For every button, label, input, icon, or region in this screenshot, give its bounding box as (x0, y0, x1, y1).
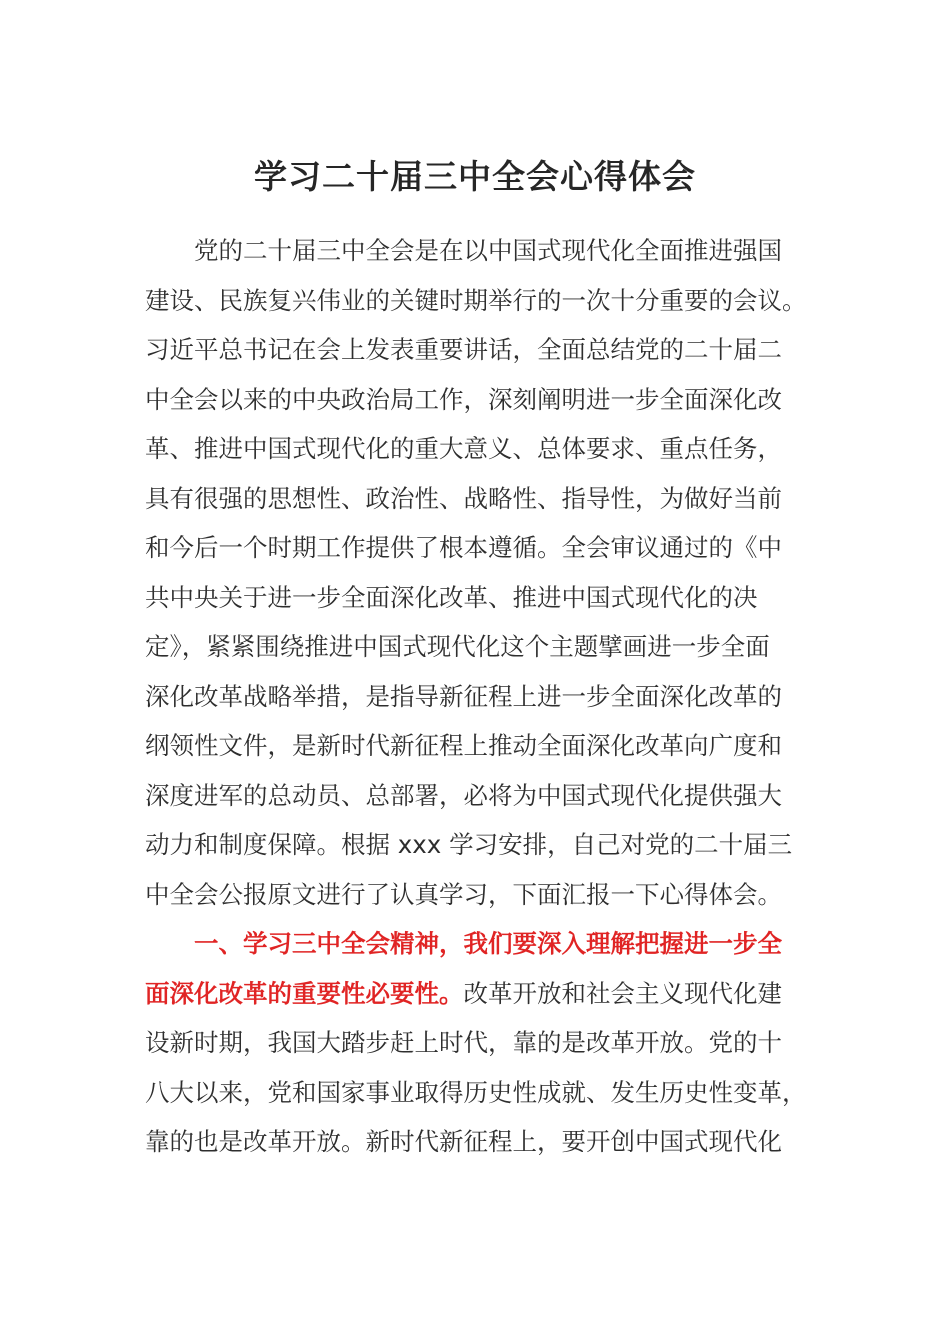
section-heading-tail: 面深化改革的重要性必要性。 (145, 978, 464, 1008)
paragraph-line: 纲领性文件，是新时代新征程上推动全面深化改革向广度和 (145, 731, 782, 760)
section-text: 改革开放和社会主义现代化建 (463, 978, 782, 1008)
paragraph-line: 动力和制度保障。根据 xxx 学习安排，自己对党的二十届三 (145, 830, 793, 859)
paragraph-line: 中全会以来的中央政治局工作，深刻阐明进一步全面深化改 (145, 384, 782, 414)
paragraph-line: 革、推进中国式现代化的重大意义、总体要求、重点任务， (145, 434, 782, 463)
paragraph-line: 中全会公报原文进行了认真学习，下面汇报一下心得体会。 (145, 879, 782, 909)
paragraph-line: 习近平总书记在会上发表重要讲话，全面总结党的二十届二 (145, 335, 782, 364)
paragraph-line: 建设、民族复兴伟业的关键时期举行的一次十分重要的会议。 (145, 285, 807, 315)
section-line: 靠的也是改革开放。新时代新征程上，要开创中国式现代化 (145, 1127, 782, 1156)
document-title: 学习二十届三中全会心得体会 (254, 157, 696, 196)
document-body (145, 226, 815, 1167)
section-line-mixed (145, 969, 815, 1019)
section-line: 八大以来，党和国家事业取得历史性成就、发生历史性变革， (145, 1077, 807, 1107)
section-line: 设新时期，我国大踏步赶上时代，靠的是改革开放。党的十 (145, 1028, 782, 1057)
paragraph-line: 深化改革战略举措，是指导新征程上进一步全面深化改革的 (145, 681, 782, 711)
paragraph-line: 具有很强的思想性、政治性、战略性、指导性，为做好当前 (145, 483, 782, 513)
paragraph-line: 定》，紧紧围绕推进中国式现代化这个主题擘画进一步全面 (145, 632, 770, 661)
paragraph-line: 深度进军的总动员、总部署，必将为中国式现代化提供强大 (145, 780, 782, 810)
paragraph-line: 共中央关于进一步全面深化改革、推进中国式现代化的决 (145, 582, 758, 612)
section-heading-line: 一、学习三中全会精神，我们要深入理解把握进一步全 (194, 929, 782, 958)
paragraph-line: 党的二十届三中全会是在以中国式现代化全面推进强国 (194, 236, 782, 265)
paragraph-line: 和今后一个时期工作提供了根本遵循。全会审议通过的《中 (145, 533, 782, 562)
